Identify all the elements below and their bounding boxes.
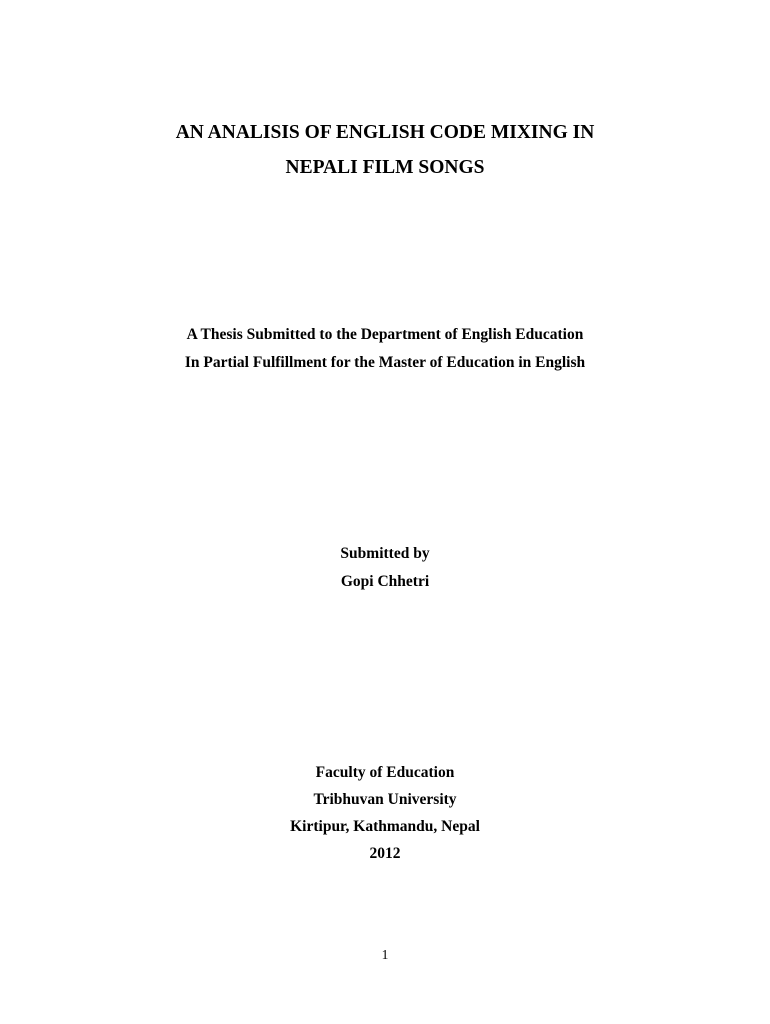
- purpose-line-1: A Thesis Submitted to the Department of English Education: [186, 326, 584, 343]
- page-number: 1: [381, 947, 389, 962]
- purpose-line-2: In Partial Fulfillment for the Master of Education in English: [184, 354, 586, 371]
- location: Kirtipur, Kathmandu, Nepal: [290, 818, 480, 835]
- faculty-name: Faculty of Education: [315, 764, 455, 781]
- submitted-by-label: Submitted by: [340, 545, 430, 562]
- year: 2012: [369, 845, 401, 862]
- university-name: Tribhuvan University: [313, 791, 457, 808]
- thesis-title-line-2: NEPALI FILM SONGS: [285, 157, 485, 178]
- author-name: Gopi Chhetri: [340, 573, 430, 590]
- thesis-title-line-1: AN ANALISIS OF ENGLISH CODE MIXING IN: [175, 122, 595, 143]
